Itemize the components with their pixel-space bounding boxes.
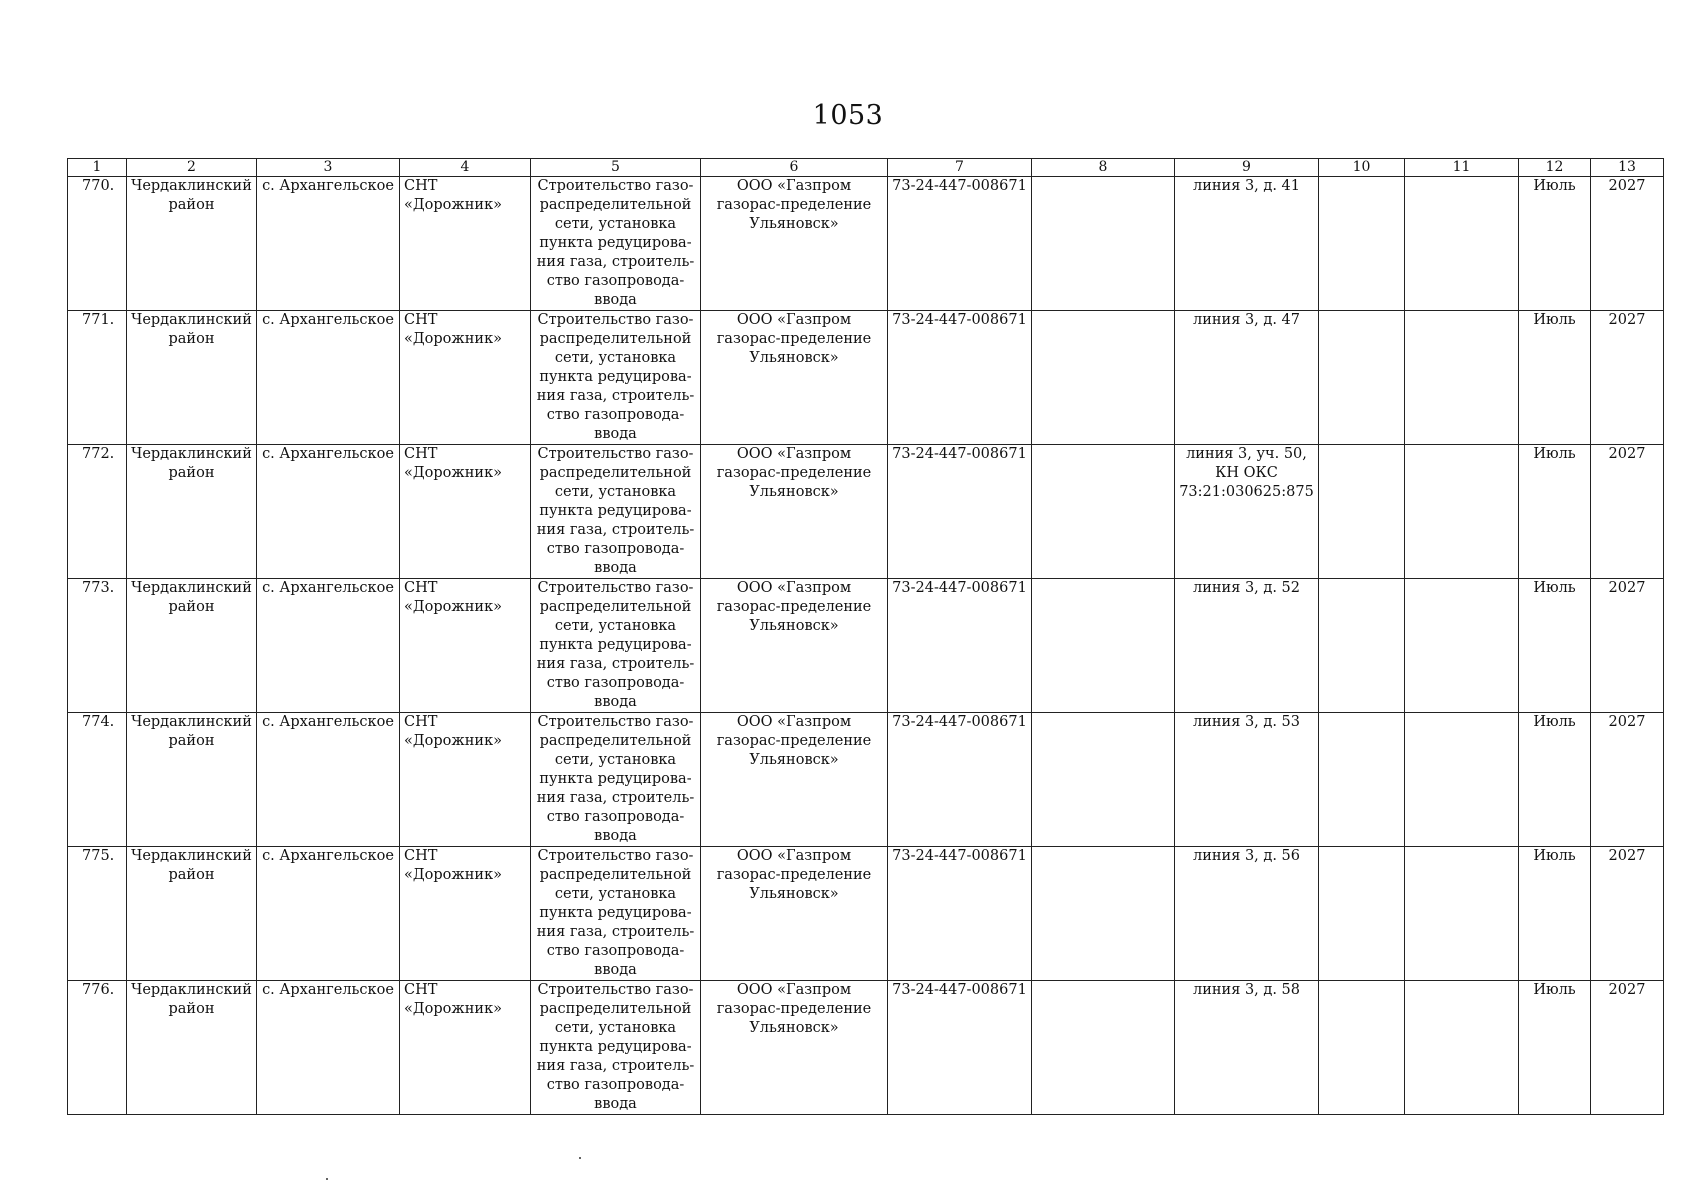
work-description-line: распределительной bbox=[539, 465, 692, 481]
year-cell: 2027 bbox=[1591, 177, 1664, 311]
month-cell: Июль bbox=[1519, 713, 1591, 847]
page-number: 1053 bbox=[812, 100, 884, 131]
work-description-line: ство газопровода- bbox=[546, 541, 685, 557]
column-number-cell: 3 bbox=[257, 159, 400, 177]
work-description-line: ния газа, строитель- bbox=[536, 924, 695, 940]
snt-cell: СНТ «Дорожник» bbox=[400, 445, 531, 579]
code-cell: 73-24-447-008671 bbox=[888, 579, 1032, 713]
organization-cell: ООО «Газпром газорас-пределение Ульяновск» bbox=[701, 847, 888, 981]
work-description-line: ния газа, строитель- bbox=[536, 254, 695, 270]
work-description-line: ния газа, строитель- bbox=[536, 1058, 695, 1074]
row-number-cell: 770. bbox=[68, 177, 127, 311]
row-number-cell: 774. bbox=[68, 713, 127, 847]
empty-cell-col11 bbox=[1405, 311, 1519, 445]
empty-cell-col10 bbox=[1319, 847, 1405, 981]
column-number-row bbox=[68, 159, 1664, 177]
column-number-cell: 7 bbox=[888, 159, 1032, 177]
work-description-cell bbox=[531, 847, 701, 981]
work-description-line: сети, установка bbox=[554, 618, 677, 634]
scan-speck bbox=[326, 1178, 328, 1180]
work-description-line: Строительство газо- bbox=[537, 178, 694, 194]
work-description-line: распределительной bbox=[539, 331, 692, 347]
table-row bbox=[68, 445, 1664, 579]
table-row bbox=[68, 981, 1664, 1115]
month-cell: Июль bbox=[1519, 311, 1591, 445]
work-description-line: ввода bbox=[594, 292, 637, 308]
month-cell: Июль bbox=[1519, 847, 1591, 981]
code-cell: 73-24-447-008671 bbox=[888, 445, 1032, 579]
year-cell: 2027 bbox=[1591, 981, 1664, 1115]
work-description-line: сети, установка bbox=[554, 216, 677, 232]
row-number-cell: 772. bbox=[68, 445, 127, 579]
month-cell: Июль bbox=[1519, 177, 1591, 311]
year-cell: 2027 bbox=[1591, 445, 1664, 579]
empty-cell-col10 bbox=[1319, 579, 1405, 713]
month-cell: Июль bbox=[1519, 981, 1591, 1115]
address-cell: линия 3, д. 58 bbox=[1175, 981, 1319, 1115]
year-cell: 2027 bbox=[1591, 579, 1664, 713]
work-description-line: ния газа, строитель- bbox=[536, 388, 695, 404]
settlement-cell: с. Архангельское bbox=[257, 713, 400, 847]
empty-cell-col8 bbox=[1032, 445, 1175, 579]
month-cell: Июль bbox=[1519, 445, 1591, 579]
row-number-cell: 776. bbox=[68, 981, 127, 1115]
work-description-cell bbox=[531, 579, 701, 713]
year-cell: 2027 bbox=[1591, 847, 1664, 981]
settlement-cell: с. Архангельское bbox=[257, 311, 400, 445]
work-description-line: Строительство газо- bbox=[537, 982, 694, 998]
column-number-cell: 8 bbox=[1032, 159, 1175, 177]
work-description-line: сети, установка bbox=[554, 484, 677, 500]
empty-cell-col10 bbox=[1319, 177, 1405, 311]
column-number-cell: 2 bbox=[127, 159, 257, 177]
work-description-cell bbox=[531, 311, 701, 445]
row-number-cell: 773. bbox=[68, 579, 127, 713]
column-number-cell: 11 bbox=[1405, 159, 1519, 177]
settlement-cell: с. Архангельское bbox=[257, 981, 400, 1115]
work-description-line: сети, установка bbox=[554, 1020, 677, 1036]
empty-cell-col11 bbox=[1405, 177, 1519, 311]
empty-cell-col10 bbox=[1319, 445, 1405, 579]
code-cell: 73-24-447-008671 bbox=[888, 177, 1032, 311]
work-description-line: сети, установка bbox=[554, 752, 677, 768]
column-number-cell: 4 bbox=[400, 159, 531, 177]
district-cell: Чердаклинский район bbox=[127, 177, 257, 311]
column-number-cell: 1 bbox=[68, 159, 127, 177]
empty-cell-col11 bbox=[1405, 445, 1519, 579]
settlement-cell: с. Архангельское bbox=[257, 177, 400, 311]
work-description-line: пункта редуцирова- bbox=[539, 235, 692, 251]
column-number-cell: 5 bbox=[531, 159, 701, 177]
organization-cell: ООО «Газпром газорас-пределение Ульяновск» bbox=[701, 445, 888, 579]
organization-cell: ООО «Газпром газорас-пределение Ульяновск» bbox=[701, 579, 888, 713]
empty-cell-col10 bbox=[1319, 311, 1405, 445]
organization-cell: ООО «Газпром газорас-пределение Ульяновск» bbox=[701, 311, 888, 445]
table-body bbox=[68, 159, 1664, 1115]
snt-cell: СНТ «Дорожник» bbox=[400, 177, 531, 311]
work-description-line: ния газа, строитель- bbox=[536, 522, 695, 538]
district-cell: Чердаклинский район bbox=[127, 713, 257, 847]
work-description-cell bbox=[531, 177, 701, 311]
work-description-cell bbox=[531, 981, 701, 1115]
empty-cell-col11 bbox=[1405, 579, 1519, 713]
district-cell: Чердаклинский район bbox=[127, 445, 257, 579]
empty-cell-col8 bbox=[1032, 311, 1175, 445]
work-description-line: Строительство газо- bbox=[537, 446, 694, 462]
district-cell: Чердаклинский район bbox=[127, 847, 257, 981]
work-description-line: распределительной bbox=[539, 1001, 692, 1017]
year-cell: 2027 bbox=[1591, 713, 1664, 847]
work-description-line: Строительство газо- bbox=[537, 580, 694, 596]
work-description-line: ство газопровода- bbox=[546, 943, 685, 959]
work-description-line: пункта редуцирова- bbox=[539, 1039, 692, 1055]
work-description-line: сети, установка bbox=[554, 886, 677, 902]
organization-cell: ООО «Газпром газорас-пределение Ульяновск» bbox=[701, 177, 888, 311]
work-description-line: ния газа, строитель- bbox=[536, 790, 695, 806]
table-row bbox=[68, 713, 1664, 847]
snt-cell: СНТ «Дорожник» bbox=[400, 713, 531, 847]
work-description-line: ство газопровода- bbox=[546, 675, 685, 691]
year-cell: 2027 bbox=[1591, 311, 1664, 445]
table-row bbox=[68, 311, 1664, 445]
work-description-line: пункта редуцирова- bbox=[539, 637, 692, 653]
empty-cell-col8 bbox=[1032, 981, 1175, 1115]
work-description-line: ство газопровода- bbox=[546, 1077, 685, 1093]
work-description-line: ввода bbox=[594, 1096, 637, 1112]
work-description-line: распределительной bbox=[539, 867, 692, 883]
work-description-line: пункта редуцирова- bbox=[539, 905, 692, 921]
work-description-line: ввода bbox=[594, 962, 637, 978]
work-description-line: ввода bbox=[594, 560, 637, 576]
row-number-cell: 771. bbox=[68, 311, 127, 445]
snt-cell: СНТ «Дорожник» bbox=[400, 981, 531, 1115]
empty-cell-col11 bbox=[1405, 847, 1519, 981]
settlement-cell: с. Архангельское bbox=[257, 847, 400, 981]
address-cell: линия 3, уч. 50, КН ОКС 73:21:030625:875 bbox=[1175, 445, 1319, 579]
work-description-line: ввода bbox=[594, 426, 637, 442]
address-cell: линия 3, д. 47 bbox=[1175, 311, 1319, 445]
registry-table bbox=[67, 158, 1664, 1115]
settlement-cell: с. Архангельское bbox=[257, 579, 400, 713]
empty-cell-col10 bbox=[1319, 713, 1405, 847]
column-number-cell: 12 bbox=[1519, 159, 1591, 177]
snt-cell: СНТ «Дорожник» bbox=[400, 847, 531, 981]
work-description-line: ввода bbox=[594, 694, 637, 710]
district-cell: Чердаклинский район bbox=[127, 981, 257, 1115]
district-cell: Чердаклинский район bbox=[127, 311, 257, 445]
code-cell: 73-24-447-008671 bbox=[888, 713, 1032, 847]
empty-cell-col11 bbox=[1405, 713, 1519, 847]
table-row bbox=[68, 177, 1664, 311]
work-description-line: ство газопровода- bbox=[546, 273, 685, 289]
work-description-line: ния газа, строитель- bbox=[536, 656, 695, 672]
address-cell: линия 3, д. 52 bbox=[1175, 579, 1319, 713]
code-cell: 73-24-447-008671 bbox=[888, 847, 1032, 981]
work-description-line: ство газопровода- bbox=[546, 809, 685, 825]
work-description-line: пункта редуцирова- bbox=[539, 369, 692, 385]
empty-cell-col11 bbox=[1405, 981, 1519, 1115]
row-number-cell: 775. bbox=[68, 847, 127, 981]
column-number-cell: 6 bbox=[701, 159, 888, 177]
work-description-line: Строительство газо- bbox=[537, 312, 694, 328]
work-description-cell bbox=[531, 713, 701, 847]
work-description-line: распределительной bbox=[539, 599, 692, 615]
table-row bbox=[68, 847, 1664, 981]
work-description-line: Строительство газо- bbox=[537, 714, 694, 730]
address-cell: линия 3, д. 41 bbox=[1175, 177, 1319, 311]
snt-cell: СНТ «Дорожник» bbox=[400, 579, 531, 713]
work-description-line: распределительной bbox=[539, 733, 692, 749]
organization-cell: ООО «Газпром газорас-пределение Ульяновск» bbox=[701, 713, 888, 847]
work-description-line: сети, установка bbox=[554, 350, 677, 366]
table-row bbox=[68, 579, 1664, 713]
work-description-line: распределительной bbox=[539, 197, 692, 213]
settlement-cell: с. Архангельское bbox=[257, 445, 400, 579]
column-number-cell: 10 bbox=[1319, 159, 1405, 177]
address-cell: линия 3, д. 53 bbox=[1175, 713, 1319, 847]
empty-cell-col8 bbox=[1032, 579, 1175, 713]
work-description-line: пункта редуцирова- bbox=[539, 771, 692, 787]
empty-cell-col8 bbox=[1032, 713, 1175, 847]
work-description-line: пункта редуцирова- bbox=[539, 503, 692, 519]
month-cell: Июль bbox=[1519, 579, 1591, 713]
empty-cell-col8 bbox=[1032, 847, 1175, 981]
empty-cell-col8 bbox=[1032, 177, 1175, 311]
work-description-line: ство газопровода- bbox=[546, 407, 685, 423]
column-number-cell: 9 bbox=[1175, 159, 1319, 177]
code-cell: 73-24-447-008671 bbox=[888, 311, 1032, 445]
work-description-line: Строительство газо- bbox=[537, 848, 694, 864]
code-cell: 73-24-447-008671 bbox=[888, 981, 1032, 1115]
scan-speck bbox=[579, 1157, 581, 1159]
empty-cell-col10 bbox=[1319, 981, 1405, 1115]
district-cell: Чердаклинский район bbox=[127, 579, 257, 713]
column-number-cell: 13 bbox=[1591, 159, 1664, 177]
snt-cell: СНТ «Дорожник» bbox=[400, 311, 531, 445]
work-description-cell bbox=[531, 445, 701, 579]
organization-cell: ООО «Газпром газорас-пределение Ульяновск» bbox=[701, 981, 888, 1115]
work-description-line: ввода bbox=[594, 828, 637, 844]
address-cell: линия 3, д. 56 bbox=[1175, 847, 1319, 981]
